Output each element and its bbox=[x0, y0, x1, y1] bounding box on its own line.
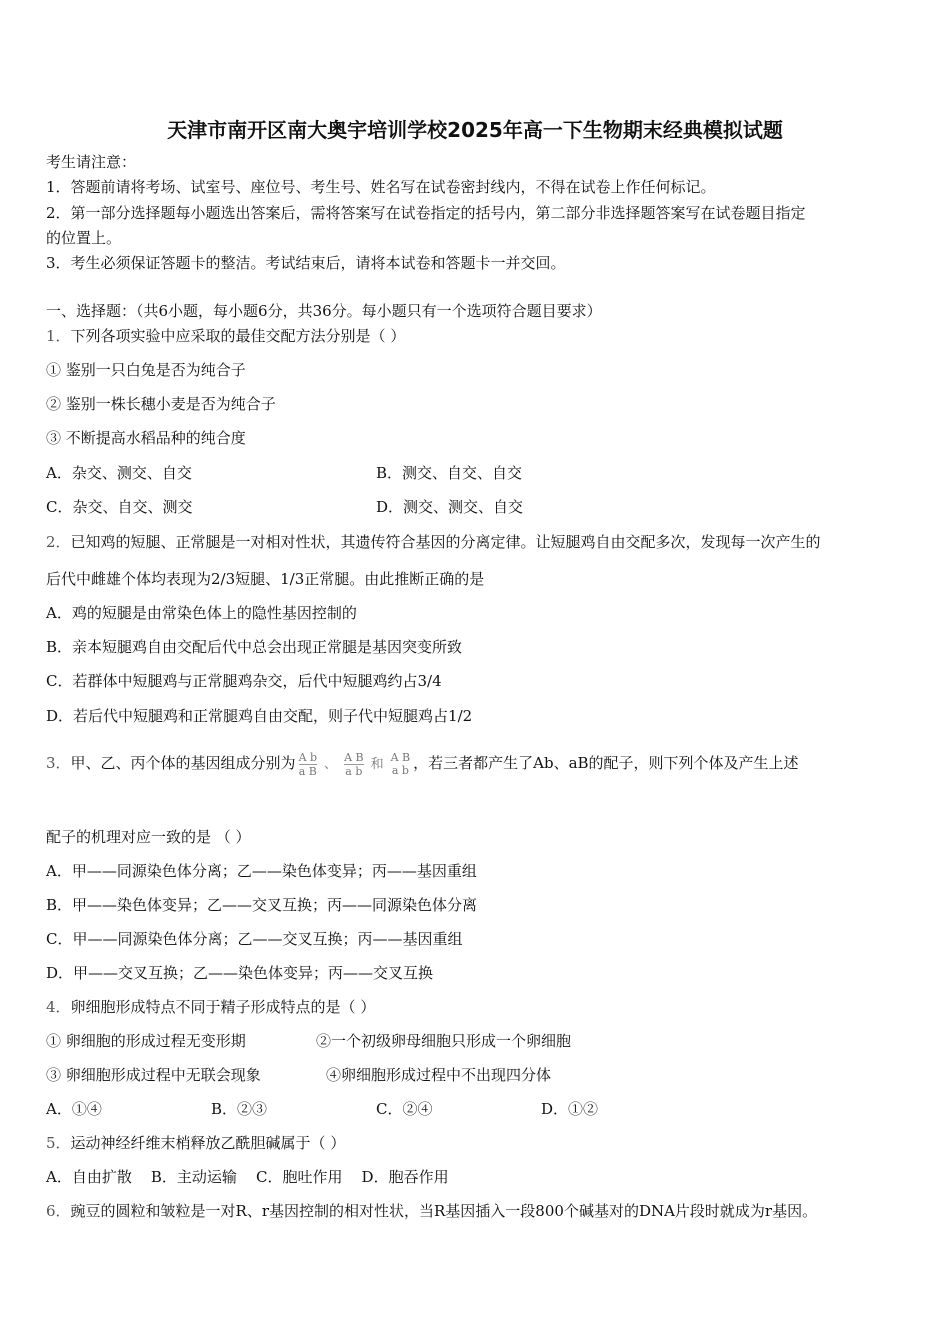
q4-option-b[interactable]: B．②③ bbox=[211, 1100, 268, 1118]
question-6 bbox=[46, 1201, 817, 1221]
question-number: 2． bbox=[46, 533, 71, 551]
q3-option-c[interactable]: C．甲——同源染色体分离；乙——交叉互换；丙——基因重组 bbox=[46, 930, 463, 948]
question-stem-tail: ，若三者都产生了Ab、aB的配子，则下列个体及产生上述 bbox=[413, 754, 799, 772]
notice-item: 的位置上。 bbox=[46, 229, 122, 247]
genotype-jia-fraction: $\frac{\text{A b}}{\text{a B}}$ bbox=[298, 750, 318, 778]
q4-item: ① 卵细胞的形成过程无变形期 bbox=[46, 1032, 246, 1050]
q1-item: ① 鉴别一只白兔是否为纯合子 bbox=[46, 361, 246, 379]
q4-options bbox=[46, 1099, 706, 1119]
question-stem-cont: 配子的机理对应一致的是 （ ） bbox=[46, 828, 251, 846]
q1-item: ② 鉴别一株长穗小麦是否为纯合子 bbox=[46, 395, 276, 413]
q3-option-a[interactable]: A．甲——同源染色体分离；乙——染色体变异；丙——基因重组 bbox=[46, 862, 477, 880]
q2-option-d[interactable]: D．若后代中短腿鸡和正常腿鸡自由交配，则子代中短腿鸡占1/2 bbox=[46, 707, 473, 725]
question-3: 3．甲、乙、丙个体的基因组成分别为 $\frac{\text{A b}}{\text{a B}}$ 、 $\frac{\text{A B}}{\text{a b}}$ 和 A B a b ，若三者都产生了Ab、aB的配子，则下列个体及产生上述 bbox=[46, 750, 799, 778]
question-number: 6． bbox=[46, 1202, 71, 1220]
question-number: 5． bbox=[46, 1134, 71, 1152]
q4-option-c[interactable]: C．②④ bbox=[376, 1100, 433, 1118]
q1-option-d[interactable]: D．测交、测交、自交 bbox=[376, 498, 524, 516]
question-stem: 运动神经纤维末梢释放乙酰胆碱属于（ ） bbox=[70, 1134, 346, 1152]
question-1 bbox=[46, 326, 405, 346]
question-number: 3． bbox=[46, 754, 71, 772]
q5-options[interactable]: A．自由扩散 B．主动运输 C．胞吐作用 D．胞吞作用 bbox=[46, 1168, 449, 1186]
q4-item: ③ 卵细胞形成过程中无联会现象 bbox=[46, 1066, 261, 1084]
q2-option-a[interactable]: A．鸡的短腿是由常染色体上的隐性基因控制的 bbox=[46, 604, 357, 622]
q4-item: ④卵细胞形成过程中不出现四分体 bbox=[326, 1066, 552, 1084]
question-stem: 豌豆的圆粒和皱粒是一对R、r基因控制的相对性状，当R基因插入一段800个碱基对的DNA片段时就成为r基因。 bbox=[70, 1202, 818, 1220]
notice-heading: 考生请注意： bbox=[46, 153, 137, 171]
question-stem: 已知鸡的短腿、正常腿是一对相对性状，其遗传符合基因的分离定律。让短腿鸡自由交配多次，发现每一次产生的 bbox=[70, 533, 821, 551]
q3-option-d[interactable]: D．甲——交叉互换；乙——染色体变异；丙——交叉互换 bbox=[46, 964, 434, 982]
question-number: 1． bbox=[46, 327, 71, 345]
question-2 bbox=[46, 532, 821, 552]
q1-option-c[interactable]: C．杂交、自交、测交 bbox=[46, 498, 193, 516]
question-stem: 甲、乙、丙个体的基因组成分别为 bbox=[70, 754, 296, 772]
notice-item: 3．考生必须保证答题卡的整洁。考试结束后，请将本试卷和答题卡一并交回。 bbox=[46, 254, 566, 272]
q4-option-d[interactable]: D．①② bbox=[541, 1100, 599, 1118]
question-5 bbox=[46, 1133, 345, 1153]
question-stem: 下列各项实验中应采取的最佳交配方法分别是（ ） bbox=[70, 327, 406, 345]
q2-option-b[interactable]: B．亲本短腿鸡自由交配后代中总会出现正常腿是基因突变所致 bbox=[46, 638, 463, 656]
q4-option-a[interactable]: A．①④ bbox=[46, 1100, 102, 1118]
page-title: 天津市南开区南大奥宇培训学校2025年高一下生物期末经典模拟试题 bbox=[167, 118, 783, 142]
q2-option-c[interactable]: C．若群体中短腿鸡与正常腿鸡杂交，后代中短腿鸡约占3/4 bbox=[46, 672, 442, 690]
question-number: 4． bbox=[46, 998, 71, 1016]
q4-item: ②一个初级卵母细胞只形成一个卵细胞 bbox=[316, 1032, 572, 1050]
q1-item: ③ 不断提高水稻品种的纯合度 bbox=[46, 429, 246, 447]
q1-option-a[interactable]: A．杂交、测交、自交 bbox=[46, 464, 192, 482]
question-stem-cont: 后代中雌雄个体均表现为2/3短腿、1/3正常腿。由此推断正确的是 bbox=[46, 570, 485, 588]
genotype-yi-fraction: $\frac{\text{A B}}{\text{a b}}$ bbox=[344, 750, 364, 778]
genotype-bing-fraction: A B a b bbox=[390, 751, 411, 777]
q3-option-b[interactable]: B．甲——染色体变异；乙——交叉互换；丙——同源染色体分离 bbox=[46, 896, 478, 914]
section-heading: 一、选择题：（共6小题，每小题6分，共36分。每小题只有一个选项符合题目要求） bbox=[46, 302, 602, 320]
question-4 bbox=[46, 997, 375, 1017]
q1-option-b[interactable]: B．测交、自交、自交 bbox=[376, 464, 523, 482]
notice-item: 2．第一部分选择题每小题选出答案后，需将答案写在试卷指定的括号内，第二部分非选择题答案写在试卷题目指定 bbox=[46, 204, 806, 222]
question-stem: 卵细胞形成特点不同于精子形成特点的是（ ） bbox=[70, 998, 376, 1016]
notice-item: 1．答题前请将考场、试室号、座位号、考生号、姓名写在试卷密封线内，不得在试卷上作任何标记。 bbox=[46, 178, 716, 196]
